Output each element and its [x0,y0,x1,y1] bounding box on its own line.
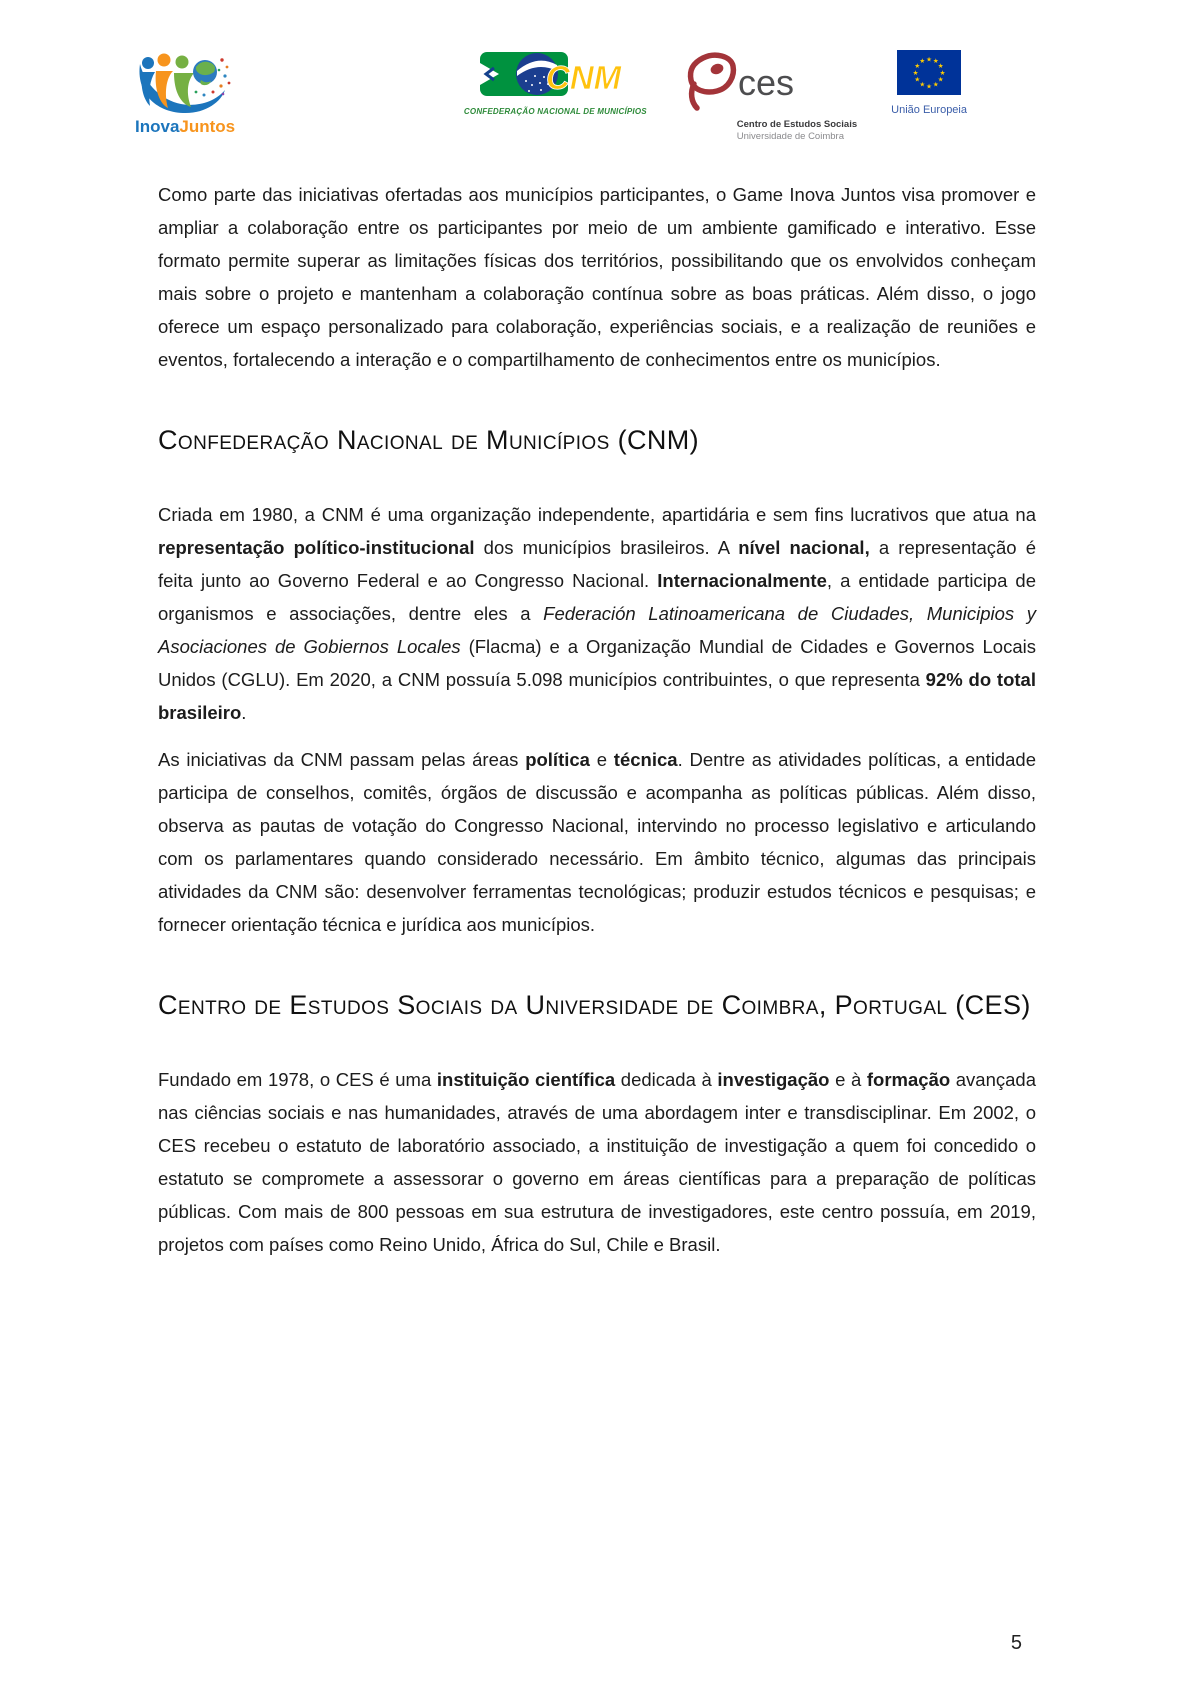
svg-text:★: ★ [939,68,946,77]
svg-text:★: ★ [937,62,944,70]
paragraph-cnm-initiatives: As iniciativas da CNM passam pelas áreas política e técnica. Dentre as atividades políticas, a entidade participa de conselhos, comitês, órgãos de discussão e acompanha as políticas públicas. Além disso, observa as pautas de votação do Congresso Nacional, intervindo no processo legislativo e articulando com os parlamentares quando considerado necessário. Em âmbito técnico, algumas das principais atividades da CNM são: desenvolver ferramentas tecnológicas; produzir estudos técnicos e pesquisas; e fornecer orientação técnica e jurídica aos municípios. [158,749,1036,935]
inovajuntos-logo-icon [135,50,235,119]
svg-text:★: ★ [914,75,921,84]
svg-text:★: ★ [932,80,939,89]
svg-text:★: ★ [937,75,944,84]
svg-text:ces: ces [737,62,794,103]
ces-logo [681,50,857,143]
paragraph-ces: Fundado em 1978, o CES é uma instituição científica dedicada à investigação e à formação avançada nas ciências sociais e nas humanidades, através de uma abordagem inter e transdisciplinar. Em 2002, o CES recebeu o estatuto de laboratório associado, a instituição de investigação a quem foi concedido o estatuto se compromete a assessorar o governo em áreas científicas para a preparação de políticas públicas. Com mais de 800 pessoas em sua estrutura de investigadores, este centro possuía, em 2019, projetos com países como Reino Unido, África do Sul, Chile e Brasil. [158,1069,1036,1255]
inovajuntos-wordmark-inova: Inova [135,117,180,136]
svg-text:★: ★ [932,57,939,66]
section-heading-ces: Centro de Estudos Sociais da Universidade de Coimbra, Portugal (CES) [158,990,1031,1020]
section-heading-cnm: Confederação Nacional de Municípios (CNM) [158,425,700,455]
eu-logo [891,50,967,116]
svg-text:★: ★ [912,68,919,77]
inovajuntos-wordmark [135,117,235,137]
svg-text:★: ★ [919,57,926,66]
page-number: 5 [1010,1632,1022,1654]
document-body [158,178,1036,1275]
page-header [135,50,967,143]
inovajuntos-wordmark-juntos: Juntos [179,117,236,136]
ces-caption-line2: Universidade de Coimbra [736,130,844,142]
cnm-flag-icon [480,50,630,105]
svg-text:★: ★ [914,62,921,70]
ces-captions [681,119,857,143]
ces-glyph-icon [681,50,811,117]
eu-flag-icon [897,50,961,100]
paragraph-cnm-history: Criada em 1980, a CNM é uma organização independente, apartidária e sem fins lucrativos que atua na representação político-institucional dos municípios brasileiros. A nível nacional, a representação é feita junto ao Governo Federal e ao Congresso Nacional. Internacionalmente, a entidade participa de organismos e associações, dentre eles a Federación Latinoamericana de Ciudades, Municipios y Asociaciones de Gobiernos Locales (Flacma) e a Organização Mundial de Cidades e Governos Locais Unidos (CGLU). Em 2020, a CNM possuía 5.098 municípios contribuintes, o que representa 92% do total brasileiro. [158,504,1037,723]
ces-caption-line1: Centro de Estudos Sociais [736,119,858,130]
cnm-caption: CONFEDERAÇÃO NACIONAL DE MUNICÍPIOS [463,107,647,116]
partner-logos [464,50,967,143]
svg-text:★: ★ [926,55,932,64]
paragraph-game-inova-juntos: Como parte das iniciativas ofertadas aos municípios participantes, o Game Inova Juntos visa promover e ampliar a colaboração entre os participantes por meio de um ambiente gamificado e interativo. Esse formato permite superar as limitações físicas dos territórios, possibilitando que os envolvidos conheçam mais sobre o projeto e mantenham a colaboração contínua sobre as boas práticas. Além disso, o jogo oferece um espaço personalizado para colaboração, experiências sociais, e a realização de reuniões e eventos, fortalecendo a interação e o compartilhamento de conhecimentos entre os municípios. [158,184,1036,370]
svg-text:★: ★ [926,82,932,91]
inovajuntos-logo [135,50,235,137]
eu-caption: União Europeia [891,104,967,116]
svg-text:★: ★ [919,80,926,89]
cnm-logo [464,50,647,116]
svg-text:CNM: CNM [546,59,622,96]
